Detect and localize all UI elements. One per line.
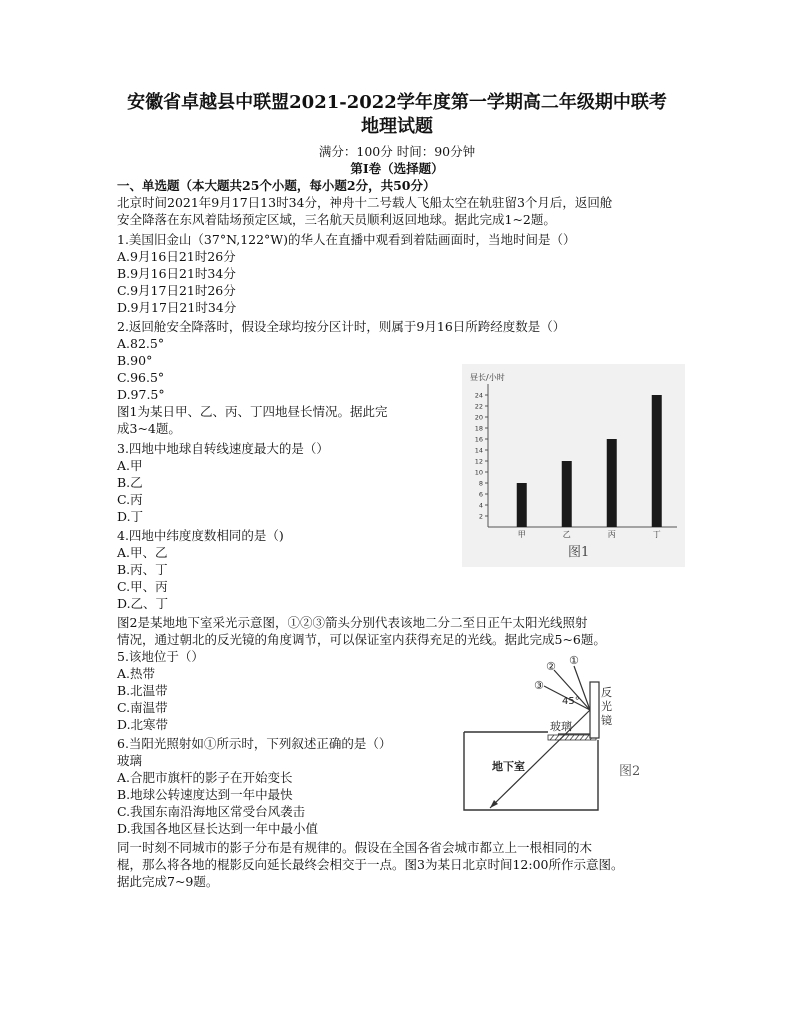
basement-label: 地下室 bbox=[492, 760, 525, 773]
exam-subtitle: 地理试题 bbox=[361, 116, 433, 137]
q4-stem: 4.四地中纬度度数相同的是（) bbox=[117, 528, 284, 543]
arrow-label-2: ② bbox=[546, 660, 556, 673]
passage4-line: 棍，那么将各地的棍影反向延长最终会相交于一点。图3为某日北京时间12:00所作示意图。 bbox=[117, 857, 624, 872]
y-tick-label: 8 bbox=[478, 479, 483, 488]
y-tick-label: 4 bbox=[478, 501, 483, 510]
q1-option-a: A.9月16日21时26分 bbox=[117, 249, 236, 264]
passage2-line: 成3~4题。 bbox=[117, 421, 181, 436]
y-tick-label: 6 bbox=[478, 490, 483, 499]
exam-title: 安徽省卓越县中联盟2021-2022学年度第一学期高二年级期中联考 bbox=[127, 92, 667, 113]
x-category-label: 丙 bbox=[607, 530, 616, 539]
mirror-label-1: 反 bbox=[601, 686, 612, 699]
y-axis-label: 昼长/小时 bbox=[470, 373, 505, 382]
basement-lighting-diagram bbox=[462, 652, 685, 824]
q6-option-b: B.地球公转速度达到一年中最快 bbox=[117, 787, 293, 802]
figure1-caption: 图1 bbox=[568, 545, 590, 560]
mirror-label-3: 镜 bbox=[601, 714, 612, 727]
angle-label: 45° bbox=[562, 696, 580, 707]
passage4-line: 据此完成7~9题。 bbox=[117, 874, 219, 889]
y-tick-label: 20 bbox=[474, 413, 483, 422]
passage1-line: 安全降落在东风着陆场预定区域，三名航天员顺利返回地球。据此完成1~2题。 bbox=[117, 212, 556, 227]
passage3-line: 图2是某地地下室采光示意图，①②③箭头分别代表该地二分二至日正午太阳光线照射 bbox=[117, 615, 588, 630]
q3-option-d: D.丁 bbox=[117, 509, 144, 524]
x-category-label: 乙 bbox=[562, 530, 571, 539]
passage1-line: 北京时间2021年9月17日13时34分，神舟十二号载人飞船太空在轨驻留3个月后，返回舱 bbox=[117, 195, 613, 210]
q4-option-d: D.乙、丁 bbox=[117, 596, 169, 611]
x-category-label: 丁 bbox=[652, 530, 661, 539]
y-tick-label: 2 bbox=[478, 512, 483, 521]
q2-option-c: C.96.5° bbox=[117, 370, 165, 385]
y-tick-label: 24 bbox=[474, 391, 483, 400]
mirror-label-2: 光 bbox=[601, 700, 612, 713]
bar-2 bbox=[562, 461, 572, 527]
basement-walls bbox=[464, 732, 598, 810]
q4-option-b: B.丙、丁 bbox=[117, 562, 168, 577]
q3-option-b: B.乙 bbox=[117, 475, 143, 490]
y-tick-label: 14 bbox=[474, 446, 483, 455]
bar-4 bbox=[652, 395, 662, 527]
q6-stem: 6.当阳光照射如①所示时，下列叙述正确的是（） bbox=[117, 736, 392, 751]
q1-option-d: D.9月17日21时34分 bbox=[117, 300, 237, 315]
q5-option-d: D.北寒带 bbox=[117, 717, 169, 732]
passage4-line: 同一时刻不同城市的影子分布是有规律的。假设在全国各省会城市都立上一根相同的木 bbox=[117, 840, 593, 855]
q6-option-d: D.我国各地区昼长达到一年中最小值 bbox=[117, 821, 319, 836]
q2-option-d: D.97.5° bbox=[117, 387, 165, 402]
y-tick-label: 16 bbox=[474, 435, 483, 444]
volume-heading: 第Ⅰ卷（选择题） bbox=[350, 161, 444, 176]
q5-option-a: A.热带 bbox=[117, 666, 156, 681]
q5-option-b: B.北温带 bbox=[117, 683, 168, 698]
glass-hatch bbox=[550, 735, 594, 740]
reflective-mirror bbox=[590, 682, 599, 738]
arrow-label-1: ① bbox=[569, 654, 579, 667]
glass-label: 玻璃 bbox=[550, 720, 572, 733]
figure1-chart bbox=[462, 364, 685, 567]
q3-option-a: A.甲 bbox=[117, 458, 143, 473]
section-heading: 一、单选题（本大题共25个小题，每小题2分，共50分） bbox=[117, 178, 436, 193]
figure2-diagram bbox=[462, 652, 685, 824]
x-category-label: 甲 bbox=[517, 530, 526, 539]
y-tick-label: 22 bbox=[474, 402, 483, 411]
q6-option-c: C.我国东南沿海地区常受台风袭击 bbox=[117, 804, 306, 819]
y-tick-label: 12 bbox=[474, 457, 483, 466]
q5-option-c: C.南温带 bbox=[117, 700, 168, 715]
figure2-caption: 图2 bbox=[619, 764, 641, 779]
score-time: 满分：100分 时间：90分钟 bbox=[318, 144, 476, 159]
reflected-ray bbox=[490, 710, 590, 808]
arrow-label-3: ③ bbox=[534, 679, 544, 692]
q1-stem: 1.美国旧金山（37°N,122°W)的华人在直播中观看到着陆画面时，当地时间是（） bbox=[117, 232, 576, 247]
passage3-line: 情况，通过朝北的反光镜的角度调节，可以保证室内获得充足的光线。据此完成5~6题。 bbox=[117, 632, 606, 647]
passage2-line: 图1为某日甲、乙、丙、丁四地昼长情况。据此完 bbox=[117, 404, 388, 419]
q1-option-b: B.9月16日21时34分 bbox=[117, 266, 236, 281]
q3-stem: 3.四地中地球自转线速度最大的是（） bbox=[117, 441, 329, 456]
q6-extra: 玻璃 bbox=[117, 753, 143, 768]
q2-option-a: A.82.5° bbox=[117, 336, 165, 351]
q3-option-c: C.丙 bbox=[117, 492, 143, 507]
q4-option-a: A.甲、乙 bbox=[117, 545, 168, 560]
q4-option-c: C.甲、丙 bbox=[117, 579, 168, 594]
q1-option-c: C.9月17日21时26分 bbox=[117, 283, 236, 298]
bar-1 bbox=[517, 483, 527, 527]
q2-option-b: B.90° bbox=[117, 353, 153, 368]
bar-3 bbox=[607, 439, 617, 527]
q6-option-a: A.合肥市旗杆的影子在开始变长 bbox=[117, 770, 293, 785]
day-length-bar-chart bbox=[462, 364, 685, 567]
y-tick-label: 10 bbox=[474, 468, 483, 477]
y-tick-label: 18 bbox=[474, 424, 483, 433]
q5-stem: 5.该地位于（） bbox=[117, 649, 204, 664]
q2-stem: 2.返回舱安全降落时，假设全球均按分区计时，则属于9月16日所跨经度数是（） bbox=[117, 319, 566, 334]
